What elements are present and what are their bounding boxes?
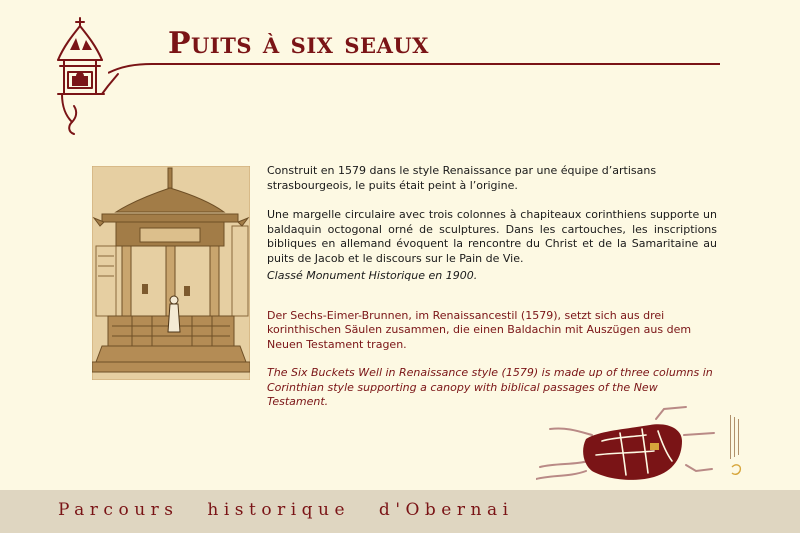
map-caption-vertical (728, 413, 746, 481)
description-text (267, 164, 717, 410)
footer-band (0, 490, 800, 533)
description-paragraph: Une margelle circulaire avec trois colonnes à chapiteaux corinthiens supporte un baldaquin octogonal orné de sculptures. Dans les cartouches, les inscriptions bibliques en allemand évoquent la rencontre du Christ et de la Samaritaine au puits de Jacob et le discours sur le Pain de Vie. (267, 208, 717, 265)
title-underline (108, 62, 720, 74)
footer-title: Parcours historique d'Obernai (58, 500, 514, 520)
page-title: Puits à six seaux (168, 26, 429, 61)
well-lantern-emblem-icon (52, 16, 120, 138)
classification-note: Classé Monument Historique en 1900. (267, 269, 478, 282)
german-paragraph: Der Sechs-Eimer-Brunnen, im Renaissancestil (1579), setzt sich aus drei korinthischen Säulen zusammen, die einen Baldachin mit Auszügen aus dem Neuen Testament tragen. (267, 308, 692, 351)
town-map-icon (536, 405, 726, 485)
english-paragraph: The Six Buckets Well in Renaissance style (1579) is made up of three columns in Corinthian style supporting a canopy with biblical passages of the New Testament. (267, 366, 713, 408)
well-engraving-illustration (92, 166, 250, 380)
intro-paragraph: Construit en 1579 dans le style Renaissance par une équipe d’artisans strasbourgeois, le puits était peint à l’origine. (267, 164, 657, 192)
